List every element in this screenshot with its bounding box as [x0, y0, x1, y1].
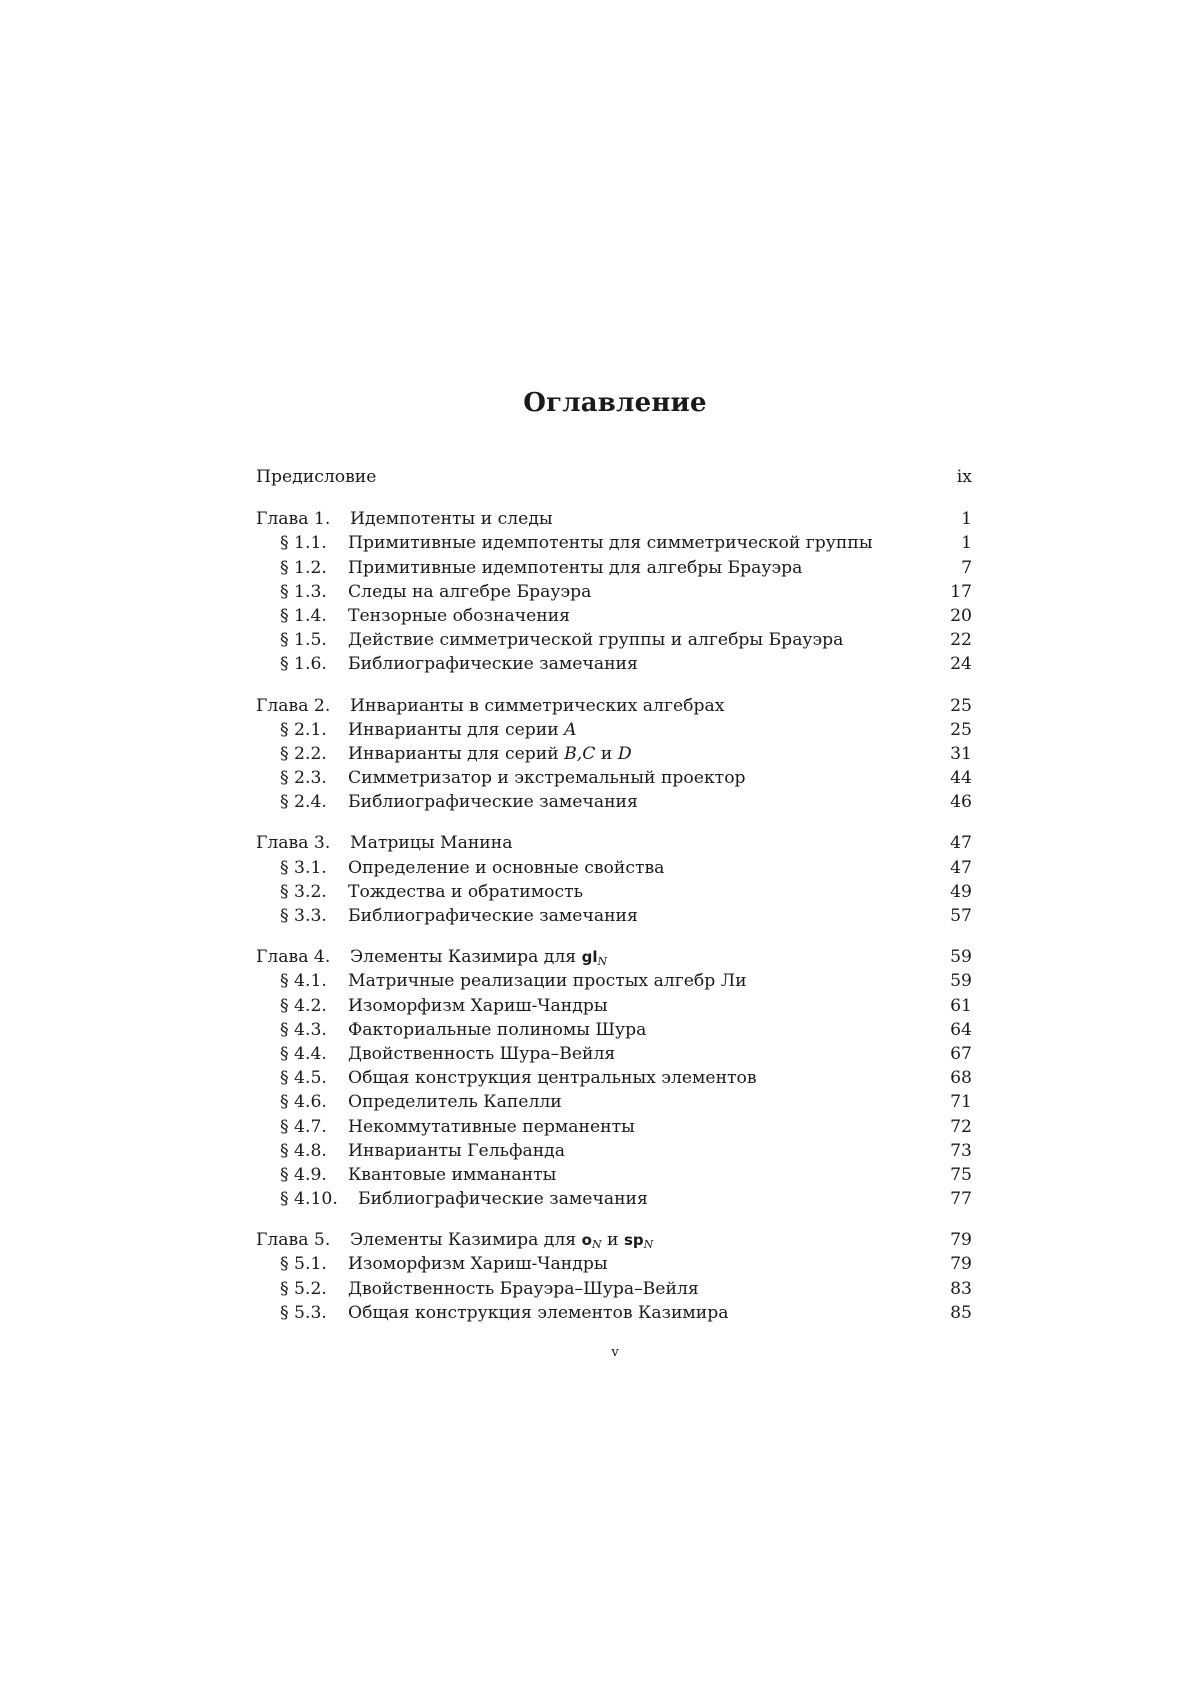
toc-preface-row[interactable]: [256, 465, 972, 489]
section-title: Симметризатор и экстремальный проектор: [348, 766, 746, 790]
toc-section-row[interactable]: [256, 1252, 972, 1276]
toc-section-row[interactable]: [256, 880, 972, 904]
toc-section-row[interactable]: [256, 790, 972, 814]
section-page: 64: [950, 1018, 972, 1042]
preface-label: Предисловие: [256, 467, 376, 487]
section-title: Примитивные идемпотенты для симметрической группы: [348, 531, 873, 555]
toc-section-row[interactable]: [256, 628, 972, 652]
toc-section-row[interactable]: [256, 1018, 972, 1042]
toc-section-row[interactable]: [256, 1187, 972, 1211]
toc-section-row[interactable]: [256, 742, 972, 766]
chapter-page: 25: [950, 694, 972, 718]
toc-section-row[interactable]: [256, 580, 972, 604]
section-page: 79: [950, 1252, 972, 1276]
section-title: Действие симметрической группы и алгебры Брауэра: [348, 628, 843, 652]
section-number: § 4.9.: [280, 1163, 327, 1187]
section-title: Библиографические замечания: [358, 1187, 648, 1211]
chapter-label: Глава 1.: [256, 507, 350, 531]
section-title: Факториальные полиномы Шура: [348, 1018, 646, 1042]
section-page: 24: [950, 652, 972, 676]
section-page: 7: [961, 556, 972, 580]
section-title: Некоммутативные перманенты: [348, 1115, 635, 1139]
connector-word: и: [607, 1230, 618, 1250]
section-page: 20: [950, 604, 972, 628]
section-page: 31: [950, 742, 972, 766]
toc-section-row[interactable]: [256, 718, 972, 742]
toc-section-row[interactable]: [256, 766, 972, 790]
math-symbol: D: [618, 744, 632, 764]
chapter-title: Идемпотенты и следы: [350, 509, 553, 529]
section-title: Примитивные идемпотенты для алгебры Брауэра: [348, 556, 802, 580]
toc-section-row[interactable]: [256, 1163, 972, 1187]
section-title: Инварианты для серий: [348, 744, 559, 764]
chapter-title: Инварианты в симметрических алгебрах: [350, 696, 724, 716]
chapter-label: Глава 3.: [256, 831, 350, 855]
section-title: Двойственность Шура–Вейля: [348, 1042, 615, 1066]
section-page: 57: [950, 904, 972, 928]
section-title: Тензорные обозначения: [348, 604, 570, 628]
section-page: 67: [950, 1042, 972, 1066]
section-title: Двойственность Брауэра–Шура–Вейля: [348, 1277, 699, 1301]
section-number: § 1.2.: [280, 556, 327, 580]
subscript: N: [644, 1238, 654, 1251]
section-page: 49: [950, 880, 972, 904]
lie-algebra-symbol: o: [582, 1231, 592, 1249]
section-page: 75: [950, 1163, 972, 1187]
section-title: Инварианты Гельфанда: [348, 1139, 565, 1163]
section-number: § 2.3.: [280, 766, 327, 790]
toc-chapter-row[interactable]: [256, 1228, 972, 1252]
section-title: Матричные реализации простых алгебр Ли: [348, 969, 747, 993]
toc-section-row[interactable]: [256, 856, 972, 880]
section-number: § 1.3.: [280, 580, 327, 604]
toc-section-row[interactable]: [256, 652, 972, 676]
section-title: Изоморфизм Хариш-Чандры: [348, 994, 608, 1018]
section-number: § 3.2.: [280, 880, 327, 904]
section-title: Библиографические замечания: [348, 904, 638, 928]
math-symbol: A: [564, 720, 576, 740]
section-page: 1: [961, 531, 972, 555]
chapter-page: 47: [950, 831, 972, 855]
toc-chapter-row[interactable]: [256, 507, 972, 531]
subscript: N: [598, 955, 608, 968]
section-page: 22: [950, 628, 972, 652]
section-number: § 4.8.: [280, 1139, 327, 1163]
page-title: Оглавление: [0, 388, 1200, 418]
section-number: § 2.1.: [280, 718, 327, 742]
section-page: 61: [950, 994, 972, 1018]
lie-algebra-symbol: sp: [624, 1231, 644, 1249]
section-number: § 2.2.: [280, 742, 327, 766]
section-page: 85: [950, 1301, 972, 1325]
section-number: § 5.1.: [280, 1252, 327, 1276]
section-number: § 1.5.: [280, 628, 327, 652]
section-title: Библиографические замечания: [348, 790, 638, 814]
toc-section-row[interactable]: [256, 1301, 972, 1325]
section-number: § 4.6.: [280, 1090, 327, 1114]
chapter-page: 1: [961, 507, 972, 531]
section-number: § 3.3.: [280, 904, 327, 928]
chapter-title: Матрицы Манина: [350, 833, 512, 853]
table-of-contents: [256, 465, 972, 1325]
section-title: Определение и основные свойства: [348, 856, 664, 880]
subscript: N: [592, 1238, 602, 1251]
toc-section-row[interactable]: [256, 1090, 972, 1114]
section-page: 71: [950, 1090, 972, 1114]
toc-section-row[interactable]: [256, 1066, 972, 1090]
section-title: Общая конструкция центральных элементов: [348, 1066, 757, 1090]
connector-word: и: [601, 744, 612, 764]
toc-section-row[interactable]: [256, 1042, 972, 1066]
toc-section-row[interactable]: [256, 604, 972, 628]
section-page: 73: [950, 1139, 972, 1163]
section-title: Тождества и обратимость: [348, 880, 583, 904]
chapter-page: 79: [950, 1228, 972, 1252]
toc-chapter-row[interactable]: [256, 945, 972, 969]
section-page: 72: [950, 1115, 972, 1139]
section-title: Квантовые иммананты: [348, 1163, 556, 1187]
toc-chapter-row[interactable]: [256, 694, 972, 718]
section-number: § 2.4.: [280, 790, 327, 814]
preface-page: ix: [957, 465, 972, 489]
math-symbol: B,C: [564, 744, 595, 764]
toc-section-row[interactable]: [256, 1277, 972, 1301]
section-page: 47: [950, 856, 972, 880]
book-page: [0, 0, 1200, 1697]
section-title-group: [348, 742, 632, 766]
toc-section-row[interactable]: [256, 556, 972, 580]
chapter-label: Глава 2.: [256, 694, 350, 718]
section-number: § 3.1.: [280, 856, 327, 880]
section-number: § 5.3.: [280, 1301, 327, 1325]
section-number: § 4.10.: [280, 1187, 338, 1211]
chapter-label: Глава 5.: [256, 1228, 350, 1252]
toc-section-row[interactable]: [256, 994, 972, 1018]
page-number: v: [0, 1345, 1200, 1360]
section-number: § 4.2.: [280, 994, 327, 1018]
section-page: 68: [950, 1066, 972, 1090]
section-number: § 1.1.: [280, 531, 327, 555]
section-title: Следы на алгебре Брауэра: [348, 580, 591, 604]
section-title: Библиографические замечания: [348, 652, 638, 676]
section-title: Определитель Капелли: [348, 1090, 562, 1114]
toc-section-row[interactable]: [256, 904, 972, 928]
toc-section-row[interactable]: [256, 1115, 972, 1139]
chapter-title: Элементы Казимира для: [350, 947, 576, 967]
section-number: § 1.4.: [280, 604, 327, 628]
section-title: Инварианты для серии: [348, 720, 559, 740]
toc-section-row[interactable]: [256, 969, 972, 993]
toc-section-row[interactable]: [256, 531, 972, 555]
section-page: 25: [950, 718, 972, 742]
section-page: 46: [950, 790, 972, 814]
chapter-title: Элементы Казимира для: [350, 1230, 576, 1250]
section-number: § 4.4.: [280, 1042, 327, 1066]
section-page: 59: [950, 969, 972, 993]
section-page: 44: [950, 766, 972, 790]
section-number: § 4.3.: [280, 1018, 327, 1042]
section-number: § 5.2.: [280, 1277, 327, 1301]
section-number: § 1.6.: [280, 652, 327, 676]
section-number: § 4.5.: [280, 1066, 327, 1090]
section-page: 77: [950, 1187, 972, 1211]
section-title: Общая конструкция элементов Казимира: [348, 1301, 728, 1325]
section-number: § 4.1.: [280, 969, 327, 993]
section-number: § 4.7.: [280, 1115, 327, 1139]
section-page: 17: [950, 580, 972, 604]
lie-algebra-symbol: gl: [582, 948, 598, 966]
toc-chapter-row[interactable]: [256, 831, 972, 855]
section-page: 83: [950, 1277, 972, 1301]
chapter-page: 59: [950, 945, 972, 969]
section-title: Изоморфизм Хариш-Чандры: [348, 1252, 608, 1276]
toc-section-row[interactable]: [256, 1139, 972, 1163]
section-title-group: [348, 718, 577, 742]
chapter-label: Глава 4.: [256, 945, 350, 969]
